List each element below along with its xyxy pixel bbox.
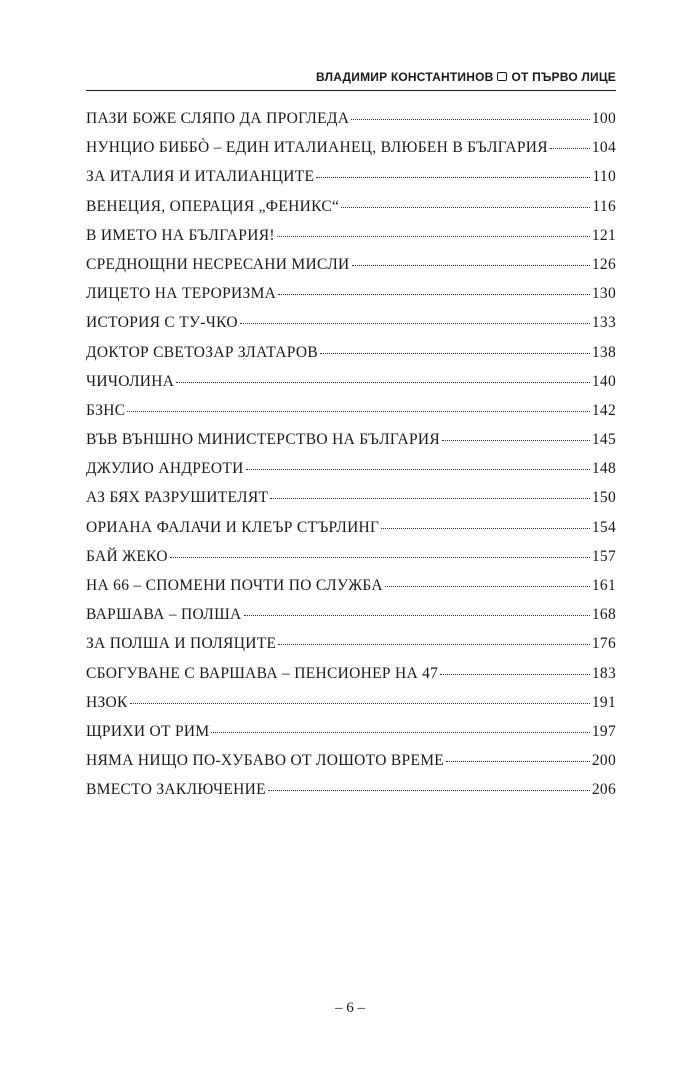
toc-entry-title: ДОКТОР СВЕТОЗАР ЗЛАТАРОВ bbox=[86, 343, 318, 361]
dot-leader bbox=[127, 411, 589, 412]
toc-entry bbox=[86, 577, 616, 606]
header-rule bbox=[86, 90, 616, 91]
toc-entry-page: 183 bbox=[591, 664, 616, 682]
toc-entry-page: 206 bbox=[591, 781, 616, 799]
toc-entry-title: НУНЦИО БИББÒ – ЕДИН ИТАЛИАНЕЦ, ВЛЮБЕН В БЪЛГАРИЯ bbox=[86, 139, 548, 157]
toc-entry bbox=[86, 635, 616, 664]
header-author: ВЛАДИМИР КОНСТАНТИНОВ bbox=[316, 70, 494, 84]
toc-entry-title: ОРИАНА ФАЛАЧИ И КЛЕЪР СТЪРЛИНГ bbox=[86, 518, 380, 536]
toc-entry-page: 142 bbox=[591, 401, 616, 419]
dot-leader bbox=[244, 615, 590, 616]
toc-entry-page: 168 bbox=[591, 606, 616, 624]
toc-entry-page: 130 bbox=[591, 285, 616, 303]
toc-entry bbox=[86, 752, 616, 781]
separator-box-icon bbox=[497, 72, 507, 81]
dot-leader bbox=[211, 732, 589, 733]
toc-entry-page: 200 bbox=[591, 752, 616, 770]
toc-entry bbox=[86, 606, 616, 635]
toc-entry bbox=[86, 489, 616, 518]
toc-entry bbox=[86, 314, 616, 343]
dot-leader bbox=[246, 469, 590, 470]
toc-entry-page: 110 bbox=[592, 168, 616, 186]
dot-leader bbox=[446, 761, 590, 762]
toc-entry-page: 100 bbox=[591, 110, 616, 127]
dot-leader bbox=[278, 644, 590, 645]
toc-entry-title: ПАЗИ БОЖЕ СЛЯПО ДА ПРОГЛЕДА bbox=[86, 110, 350, 127]
dot-leader bbox=[316, 177, 590, 178]
running-header bbox=[86, 70, 616, 84]
toc-entry-title: ДЖУЛИО АНДРЕОТИ bbox=[86, 460, 244, 478]
dot-leader bbox=[176, 382, 590, 383]
toc-entry-title: СРЕДНОЩНИ НЕСРЕСАНИ МИСЛИ bbox=[86, 255, 350, 273]
dot-leader bbox=[351, 119, 590, 120]
toc-entry-title: СБОГУВАНЕ С ВАРШАВА – ПЕНСИОНЕР НА 47 bbox=[86, 664, 439, 682]
page-number: – 6 – bbox=[335, 1000, 365, 1016]
toc-entry-title: ЗА ИТАЛИЯ И ИТАЛИАНЦИТЕ bbox=[86, 168, 315, 186]
toc-entry-page: 150 bbox=[591, 489, 616, 507]
toc-entry-page: 148 bbox=[591, 460, 616, 478]
toc-entry bbox=[86, 227, 616, 256]
dot-leader bbox=[352, 265, 590, 266]
dot-leader bbox=[240, 323, 590, 324]
toc-entry-title: НЗОК bbox=[86, 693, 128, 711]
dot-leader bbox=[381, 528, 590, 529]
dot-leader bbox=[270, 498, 590, 499]
toc-entry-title: ВЕНЕЦИЯ, ОПЕРАЦИЯ „ФЕНИКС“ bbox=[86, 197, 340, 215]
toc-entry bbox=[86, 665, 616, 694]
toc-entry bbox=[86, 344, 616, 373]
toc-entry bbox=[86, 402, 616, 431]
toc-entry-page: 116 bbox=[592, 197, 616, 215]
toc-entry-title: ИСТОРИЯ С ТУ-ЧКО bbox=[86, 314, 238, 332]
toc-entry bbox=[86, 431, 616, 460]
toc-entry-title: БАЙ ЖЕКО bbox=[86, 547, 168, 565]
toc-entry-title: НЯМА НИЩО ПО-ХУБАВО ОТ ЛОШОТО ВРЕМЕ bbox=[86, 752, 445, 770]
dot-leader bbox=[268, 790, 590, 791]
dot-leader bbox=[442, 440, 590, 441]
dot-leader bbox=[385, 586, 590, 587]
toc-entry-title: АЗ БЯХ РАЗРУШИТЕЛЯТ bbox=[86, 489, 269, 507]
toc-entry bbox=[86, 548, 616, 577]
toc-entry-page: 157 bbox=[591, 547, 616, 565]
toc-entry-title: ЩРИХИ ОТ РИМ bbox=[86, 722, 210, 740]
toc-entry bbox=[86, 373, 616, 402]
table-of-contents bbox=[86, 110, 616, 811]
dot-leader bbox=[341, 207, 590, 208]
toc-entry bbox=[86, 285, 616, 314]
toc-entry bbox=[86, 694, 616, 723]
toc-entry-page: 140 bbox=[591, 372, 616, 390]
toc-entry-title: В ИМЕТО НА БЪЛГАРИЯ! bbox=[86, 226, 275, 244]
dot-leader bbox=[130, 703, 590, 704]
toc-entry-page: 121 bbox=[591, 226, 616, 244]
dot-leader bbox=[278, 294, 590, 295]
toc-entry bbox=[86, 256, 616, 285]
toc-entry bbox=[86, 519, 616, 548]
toc-entry bbox=[86, 460, 616, 489]
toc-entry-title: ЧИЧОЛИНА bbox=[86, 372, 175, 390]
toc-entry-title: НА 66 – СПОМЕНИ ПОЧТИ ПО СЛУЖБА bbox=[86, 577, 383, 594]
toc-entry-page: 197 bbox=[591, 722, 616, 740]
toc-entry bbox=[86, 168, 616, 197]
header-book-title: ОТ ПЪРВО ЛИЦЕ bbox=[511, 70, 616, 84]
toc-entry-page: 176 bbox=[591, 635, 616, 653]
dot-leader bbox=[170, 557, 590, 558]
toc-entry-page: 161 bbox=[591, 577, 616, 594]
toc-entry-title: ВАРШАВА – ПОЛША bbox=[86, 606, 242, 624]
toc-entry-page: 154 bbox=[591, 518, 616, 536]
toc-entry-title: ЛИЦЕТО НА ТЕРОРИЗМА bbox=[86, 285, 277, 303]
toc-entry-title: ВЪВ ВЪНШНО МИНИСТЕРСТВО НА БЪЛГАРИЯ bbox=[86, 431, 441, 449]
dot-leader bbox=[320, 353, 590, 354]
toc-entry bbox=[86, 723, 616, 752]
toc-entry bbox=[86, 781, 616, 810]
toc-entry-page: 145 bbox=[591, 431, 616, 449]
toc-entry-title: ЗА ПОЛША И ПОЛЯЦИТЕ bbox=[86, 635, 277, 653]
toc-entry-page: 104 bbox=[591, 139, 616, 157]
dot-leader bbox=[440, 674, 590, 675]
toc-entry bbox=[86, 110, 616, 139]
toc-entry-page: 133 bbox=[591, 314, 616, 332]
toc-entry-page: 126 bbox=[591, 255, 616, 273]
dot-leader bbox=[277, 236, 590, 237]
toc-entry bbox=[86, 139, 616, 168]
toc-entry-page: 138 bbox=[591, 343, 616, 361]
toc-entry-title: БЗНС bbox=[86, 401, 126, 419]
dot-leader bbox=[550, 148, 590, 149]
toc-entry bbox=[86, 198, 616, 227]
toc-entry-page: 191 bbox=[591, 693, 616, 711]
toc-entry-title: ВМЕСТО ЗАКЛЮЧЕНИЕ bbox=[86, 781, 266, 799]
